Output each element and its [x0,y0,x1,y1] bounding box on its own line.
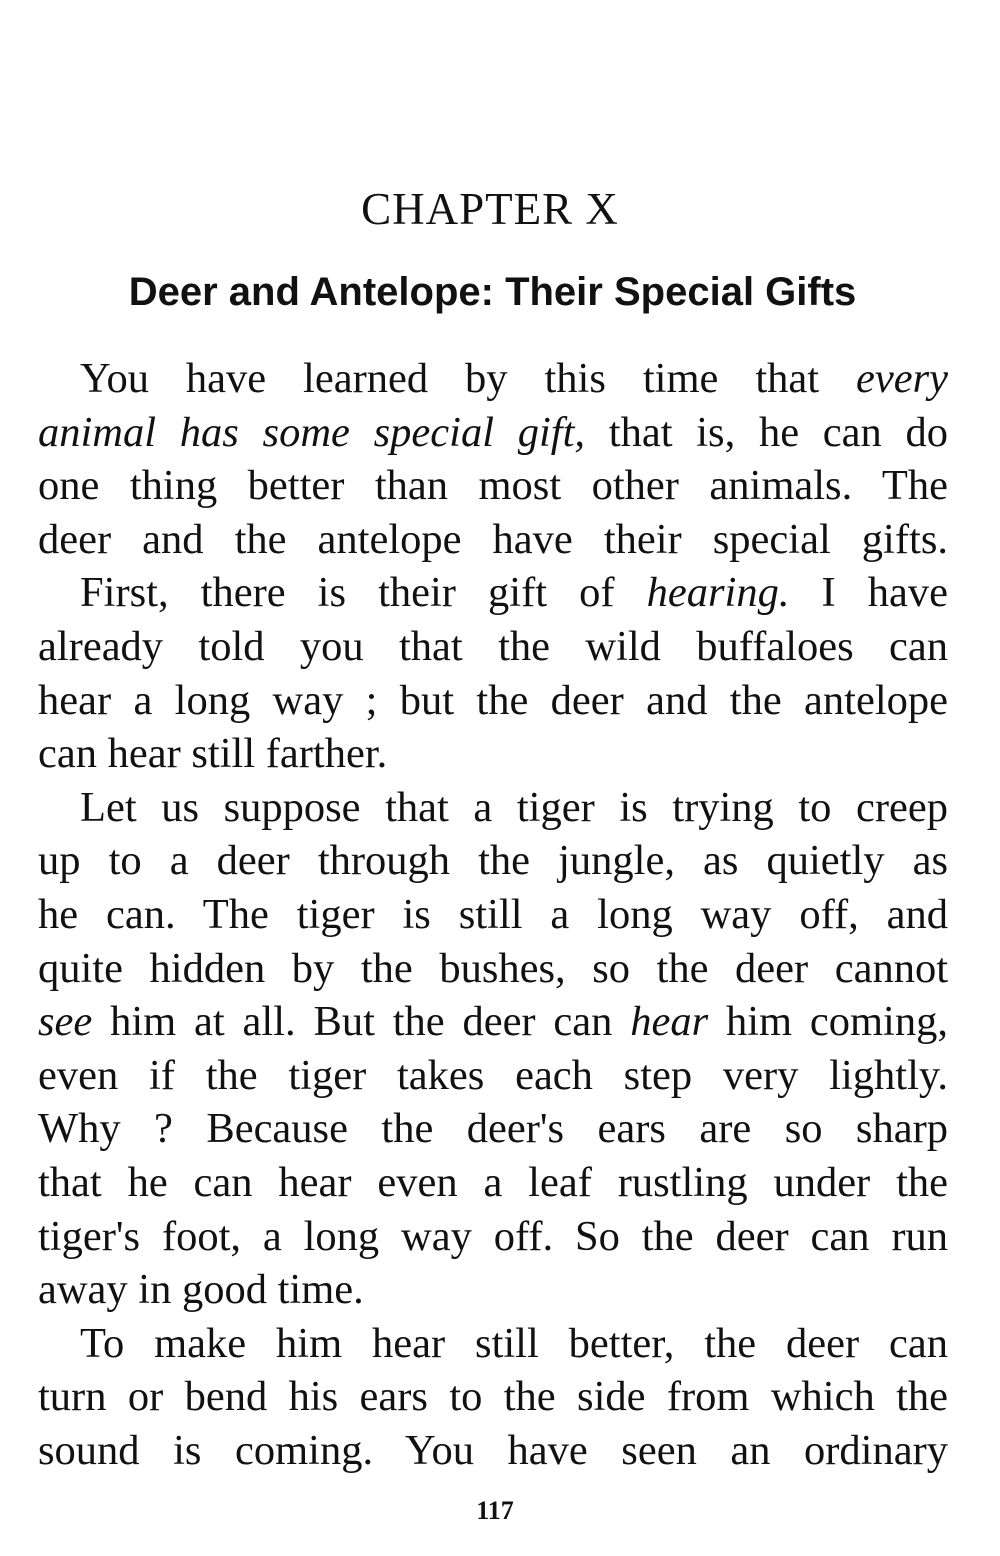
text-segment: already told you that the wild buffaloes can [38,622,948,670]
text-segment: that is, he can do [585,408,948,456]
italic-text: every [856,355,948,402]
text-segment: can hear still farther. [38,730,388,778]
text-segment: hear a long way ; but the deer and the antelope [38,676,948,724]
text-segment: one thing better than most other animals. The [38,462,948,510]
text-line [38,727,948,781]
text-line [38,459,948,513]
text-line [38,674,948,728]
text-segment: deer and the antelope have their special gifts. [38,515,948,563]
text-segment: tiger's foot, a long way off. So the deer can run [38,1212,948,1260]
text-line [38,1424,948,1478]
text-line [38,1370,948,1424]
text-segment: First, there is their gift of [80,569,647,617]
text-segment: even if the tiger takes each step very lightly. [38,1051,948,1099]
text-segment: away in good time. [38,1266,364,1314]
chapter-title: Deer and Antelope: Their Special Gifts [128,270,857,314]
text-segment: that he can hear even a leaf rustling under the [38,1158,948,1206]
chapter-heading: CHAPTER X [361,184,619,234]
text-segment: he can. The tiger is still a long way off, and [38,890,948,938]
page-number: 117 [476,1496,514,1525]
text-line [38,352,948,406]
italic-text: animal has some special gift, [38,408,586,456]
text-line [38,781,948,835]
text-segment: To make him hear still better, the deer can [80,1319,948,1367]
text-line [38,513,948,567]
text-segment: Why ? Because the deer's ears are so sharp [38,1105,948,1153]
text-segment: sound is coming. You have seen an ordinary [38,1426,948,1474]
text-line [38,1156,948,1210]
italic-text: hearing. [646,569,790,617]
text-line [38,406,948,460]
text-segment: turn or bend his ears to the side from which the [38,1373,948,1421]
text-segment: You have learned by this time that [80,355,856,402]
text-segment: up to a deer through the jungle, as quietly as [38,837,948,885]
text-segment: Let us suppose that a tiger is trying to creep [80,783,948,831]
text-line [38,566,948,620]
italic-text: see [38,998,93,1046]
body-text [38,352,948,1477]
text-segment: quite hidden by the bushes, so the deer cannot [38,944,948,992]
text-line [38,1317,948,1371]
italic-text: hear [630,998,709,1046]
text-line [38,1263,948,1317]
text-segment: him at all. But the deer can [92,998,631,1046]
text-segment: I have [789,569,948,617]
text-line [38,888,948,942]
text-line [38,1210,948,1264]
text-line [38,834,948,888]
text-line [38,1102,948,1156]
text-line [38,620,948,674]
text-line [38,995,948,1049]
text-line [38,942,948,996]
text-segment: him coming, [708,998,948,1046]
text-line [38,1049,948,1103]
